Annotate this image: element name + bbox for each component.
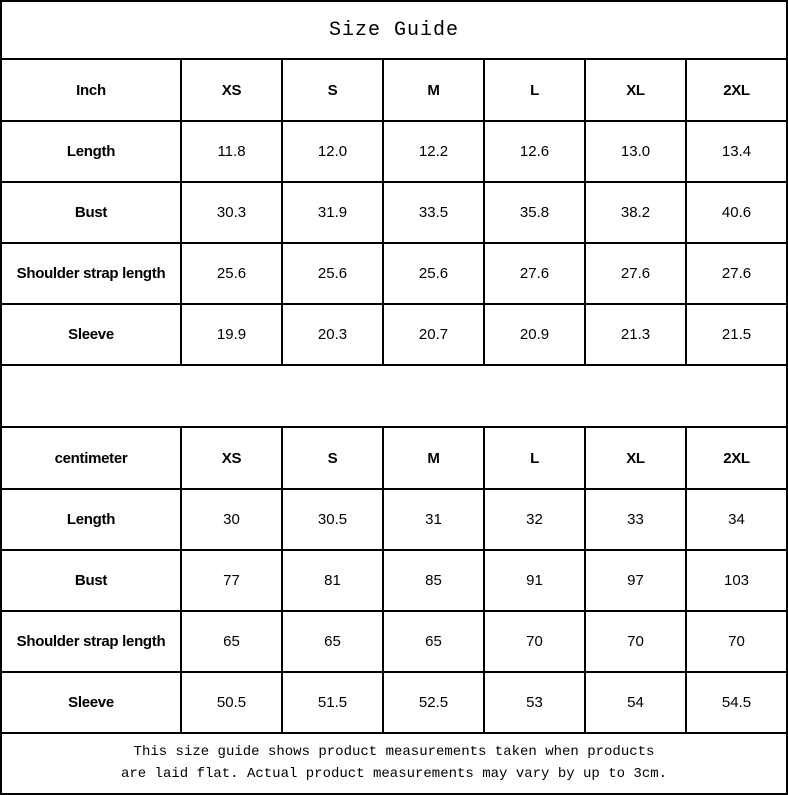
size-header-cell: L	[484, 427, 585, 489]
size-value: 40.6	[686, 182, 787, 243]
size-value: 65	[181, 611, 282, 672]
size-value: 13.0	[585, 121, 686, 182]
size-header-cell: XL	[585, 427, 686, 489]
spacer-row	[0, 366, 788, 426]
size-value: 33	[585, 489, 686, 550]
size-value: 20.7	[383, 304, 484, 365]
table-row	[1, 672, 787, 733]
table-row	[1, 611, 787, 672]
footer-line-1: This size guide shows product measurements taken when products	[133, 743, 655, 760]
size-value: 77	[181, 550, 282, 611]
size-value: 65	[383, 611, 484, 672]
table-row	[1, 489, 787, 550]
size-value: 91	[484, 550, 585, 611]
size-value: 70	[484, 611, 585, 672]
size-value: 21.3	[585, 304, 686, 365]
table-row	[1, 243, 787, 304]
row-label: Length	[1, 489, 181, 550]
size-value: 38.2	[585, 182, 686, 243]
size-value: 97	[585, 550, 686, 611]
size-value: 34	[686, 489, 787, 550]
size-value: 32	[484, 489, 585, 550]
size-value: 54	[585, 672, 686, 733]
size-header-cell: M	[383, 59, 484, 121]
size-value: 11.8	[181, 121, 282, 182]
footer-note	[0, 734, 788, 795]
size-value: 35.8	[484, 182, 585, 243]
size-value: 30	[181, 489, 282, 550]
size-header-cell: XL	[585, 59, 686, 121]
size-value: 30.3	[181, 182, 282, 243]
size-header-cell: S	[282, 427, 383, 489]
size-value: 31.9	[282, 182, 383, 243]
size-header-cell: XS	[181, 427, 282, 489]
table-header-row	[1, 59, 787, 121]
size-value: 19.9	[181, 304, 282, 365]
size-value: 70	[585, 611, 686, 672]
table-row	[1, 550, 787, 611]
page-title: Size Guide	[0, 0, 788, 58]
size-value: 70	[686, 611, 787, 672]
size-value: 25.6	[383, 243, 484, 304]
size-value: 52.5	[383, 672, 484, 733]
size-value: 54.5	[686, 672, 787, 733]
size-value: 65	[282, 611, 383, 672]
size-value: 51.5	[282, 672, 383, 733]
size-header-cell: S	[282, 59, 383, 121]
row-label: Bust	[1, 182, 181, 243]
size-value: 27.6	[585, 243, 686, 304]
size-value: 53	[484, 672, 585, 733]
size-value: 81	[282, 550, 383, 611]
unit-header-cell: Inch	[1, 59, 181, 121]
table-row	[1, 304, 787, 365]
size-value: 103	[686, 550, 787, 611]
size-value: 25.6	[181, 243, 282, 304]
row-label: Length	[1, 121, 181, 182]
row-label: Shoulder strap length	[1, 243, 181, 304]
row-label: Sleeve	[1, 672, 181, 733]
size-value: 12.6	[484, 121, 585, 182]
centimeter-size-table	[0, 426, 788, 734]
size-value: 25.6	[282, 243, 383, 304]
size-value: 27.6	[484, 243, 585, 304]
size-header-cell: XS	[181, 59, 282, 121]
size-header-cell: 2XL	[686, 59, 787, 121]
size-value: 12.2	[383, 121, 484, 182]
unit-header-cell: centimeter	[1, 427, 181, 489]
row-label: Bust	[1, 550, 181, 611]
table-row	[1, 182, 787, 243]
size-value: 31	[383, 489, 484, 550]
size-value: 30.5	[282, 489, 383, 550]
table-header-row	[1, 427, 787, 489]
size-value: 13.4	[686, 121, 787, 182]
size-value: 12.0	[282, 121, 383, 182]
inch-size-table	[0, 58, 788, 366]
size-header-cell: M	[383, 427, 484, 489]
size-value: 21.5	[686, 304, 787, 365]
size-value: 50.5	[181, 672, 282, 733]
size-value: 20.3	[282, 304, 383, 365]
footer-line-2: are laid flat. Actual product measurements may vary by up to 3cm.	[120, 765, 668, 782]
table-row	[1, 121, 787, 182]
row-label: Sleeve	[1, 304, 181, 365]
size-value: 27.6	[686, 243, 787, 304]
size-value: 33.5	[383, 182, 484, 243]
size-value: 85	[383, 550, 484, 611]
size-header-cell: L	[484, 59, 585, 121]
size-value: 20.9	[484, 304, 585, 365]
size-header-cell: 2XL	[686, 427, 787, 489]
row-label: Shoulder strap length	[1, 611, 181, 672]
